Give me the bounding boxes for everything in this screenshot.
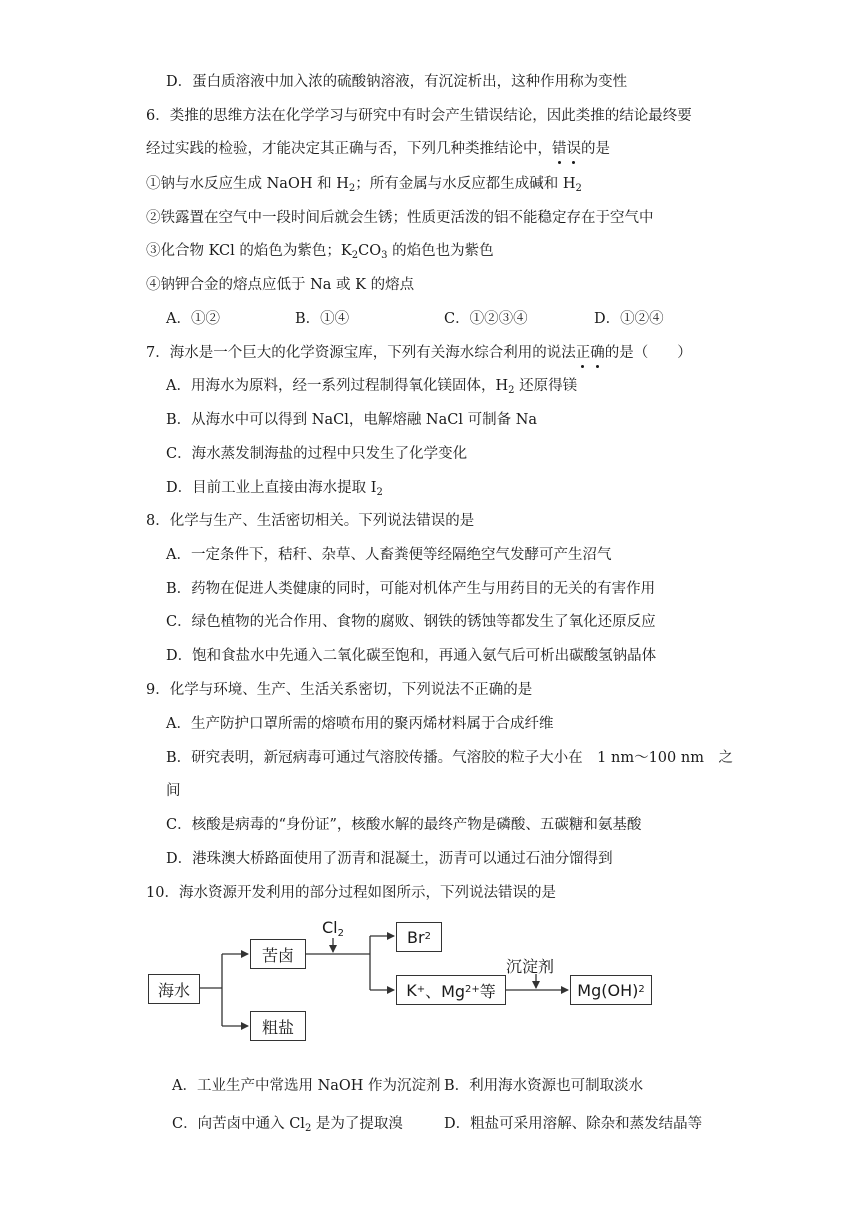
q10-option-d[interactable]: D．粗盐可采用溶解、除杂和蒸发结晶等 (444, 1116, 703, 1132)
q6-stem-text: 经过实践的检验，才能决定其正确与否，下列几种类推结论中， (146, 141, 552, 157)
q10-option-c-text: C．向苦卤中通入 Cl (172, 1116, 305, 1132)
q5-option-d: D．蛋白质溶液中加入浓的硫酸钠溶液，有沉淀析出，这种作用称为变性 (166, 74, 628, 90)
br2-label: Br (407, 927, 425, 947)
q7-emphasis-char: 正 (575, 345, 591, 361)
q6-item-1-text: ①钠与水反应生成 NaOH 和 H (146, 176, 349, 192)
q8-option-c[interactable]: C．绿色植物的光合作用、食物的腐败、钢铁的锈蚀等都发生了氧化还原反应 (166, 614, 656, 630)
q6-option-a[interactable]: A．①② (166, 311, 220, 327)
subscript: 2 (376, 487, 383, 498)
q9-option-b[interactable]: B．研究表明，新冠病毒可通过气溶胶传播。气溶胶的粒子大小在 1 nm～100 nm 之 (166, 750, 733, 766)
q10-option-c[interactable] (172, 1114, 403, 1134)
q6-stem-line2 (146, 139, 610, 159)
ions-label: K (406, 980, 417, 1000)
seawater-flow-diagram (140, 918, 670, 1068)
q9-option-d[interactable]: D．港珠澳大桥路面使用了沥青和混凝土，沥青可以通过石油分馏得到 (166, 851, 613, 867)
q7-option-d-text: D．目前工业上直接由海水提取 I (166, 480, 377, 496)
q8-option-d[interactable]: D．饱和食盐水中先通入二氧化碳至饱和，再通入氨气后可析出碳酸氢钠晶体 (166, 648, 657, 664)
q9-option-b-cont: 间 (166, 783, 181, 799)
q7-option-b[interactable]: B．从海水中可以得到 NaCl，电解熔融 NaCl 可制备 Na (166, 412, 538, 428)
q10-stem: 10．海水资源开发利用的部分过程如图所示，下列说法错误的是 (146, 885, 556, 901)
ions-label: 、Mg (425, 981, 466, 1001)
q6-item-1 (146, 174, 582, 194)
ions-box: K + 、Mg 2+ 等 (396, 975, 506, 1005)
subscript: 2 (508, 385, 515, 396)
q6-option-c[interactable]: C．①②③④ (444, 311, 528, 327)
q6-item-3-text: CO (358, 243, 382, 259)
q7-option-a-text: A．用海水为原料，经一系列过程制得氧化镁固体，H (166, 378, 509, 394)
q9-option-c[interactable]: C．核酸是病毒的“身份证”，核酸水解的最终产物是磷酸、五碳糖和氨基酸 (166, 817, 642, 833)
q7-emphasis-char: 确 (590, 345, 605, 361)
bittern-box: 苦卤 (250, 939, 306, 969)
q6-item-4: ④钠钾合金的熔点应低于 Na 或 K 的熔点 (146, 277, 415, 293)
q10-option-b[interactable]: B．利用海水资源也可制取淡水 (444, 1078, 644, 1094)
cl2-text: Cl (322, 918, 338, 937)
q6-item-3 (146, 241, 494, 261)
ions-label: 等 (479, 981, 496, 1001)
q6-option-b[interactable]: B．①④ (295, 311, 350, 327)
seawater-box: 海水 (148, 974, 200, 1004)
cl2-label (322, 918, 344, 937)
q10-option-c-text: 是为了提取溴 (311, 1116, 403, 1132)
subscript: 3 (381, 250, 388, 261)
subscript: 2 (337, 928, 344, 939)
crude-salt-box: 粗盐 (250, 1011, 306, 1041)
q6-option-d[interactable]: D．①②④ (594, 311, 664, 327)
q6-item-3-text: ③化合物 KCl 的焰色为紫色；K (146, 243, 352, 259)
q6-stem-line1: 6．类推的思维方法在化学学习与研究中有时会产生错误结论，因此类推的结论最终要 (146, 108, 692, 124)
q7-option-d[interactable] (166, 478, 383, 498)
subscript: 2 (304, 1123, 312, 1134)
q7-option-a-text: 还原得镁 (514, 378, 578, 394)
mgoh2-box: Mg(OH) 2 (570, 975, 652, 1005)
subscript: 2 (351, 250, 359, 261)
q6-item-2: ②铁露置在空气中一段时间后就会生锈；性质更活泼的铝不能稳定存在于空气中 (146, 210, 654, 226)
mgoh2-label: Mg(OH) (577, 980, 639, 1000)
subscript: 2 (575, 183, 582, 194)
q7-option-a[interactable] (166, 376, 577, 396)
q6-item-1-text: ；所有金属与水反应都生成碱和 H (355, 176, 576, 192)
q6-item-3-text: 的焰色也为紫色 (387, 243, 494, 259)
q6-stem-text: 的是 (581, 141, 610, 157)
precipitant-label: 沉淀剂 (506, 957, 555, 976)
q7-stem-text: 7．海水是一个巨大的化学资源宝库，下列有关海水综合利用的说法 (146, 345, 576, 361)
q8-stem: 8．化学与生产、生活密切相关。下列说法错误的是 (146, 513, 475, 529)
q6-emphasis-char: 误 (566, 141, 581, 157)
q9-option-a[interactable]: A．生产防护口罩所需的熔喷布用的聚丙烯材料属于合成纤维 (166, 716, 554, 732)
br2-box: Br 2 (396, 922, 442, 952)
q7-option-c[interactable]: C．海水蒸发制海盐的过程中只发生了化学变化 (166, 446, 468, 462)
q8-option-a[interactable]: A．一定条件下，秸秆、杂草、人畜粪便等经隔绝空气发酵可产生沼气 (166, 547, 612, 563)
q7-stem-text: 的是（ ） (604, 345, 692, 361)
q9-stem: 9．化学与环境、生产、生活关系密切，下列说法不正确的是 (146, 682, 533, 698)
q8-option-b[interactable]: B．药物在促进人类健康的同时，可能对机体产生与用药目的无关的有害作用 (166, 581, 656, 597)
q6-emphasis-char: 错 (552, 141, 567, 157)
q7-stem (146, 343, 692, 363)
q10-option-a[interactable]: A．工业生产中常选用 NaOH 作为沉淀剂 (172, 1078, 441, 1094)
subscript: 2 (348, 183, 356, 194)
